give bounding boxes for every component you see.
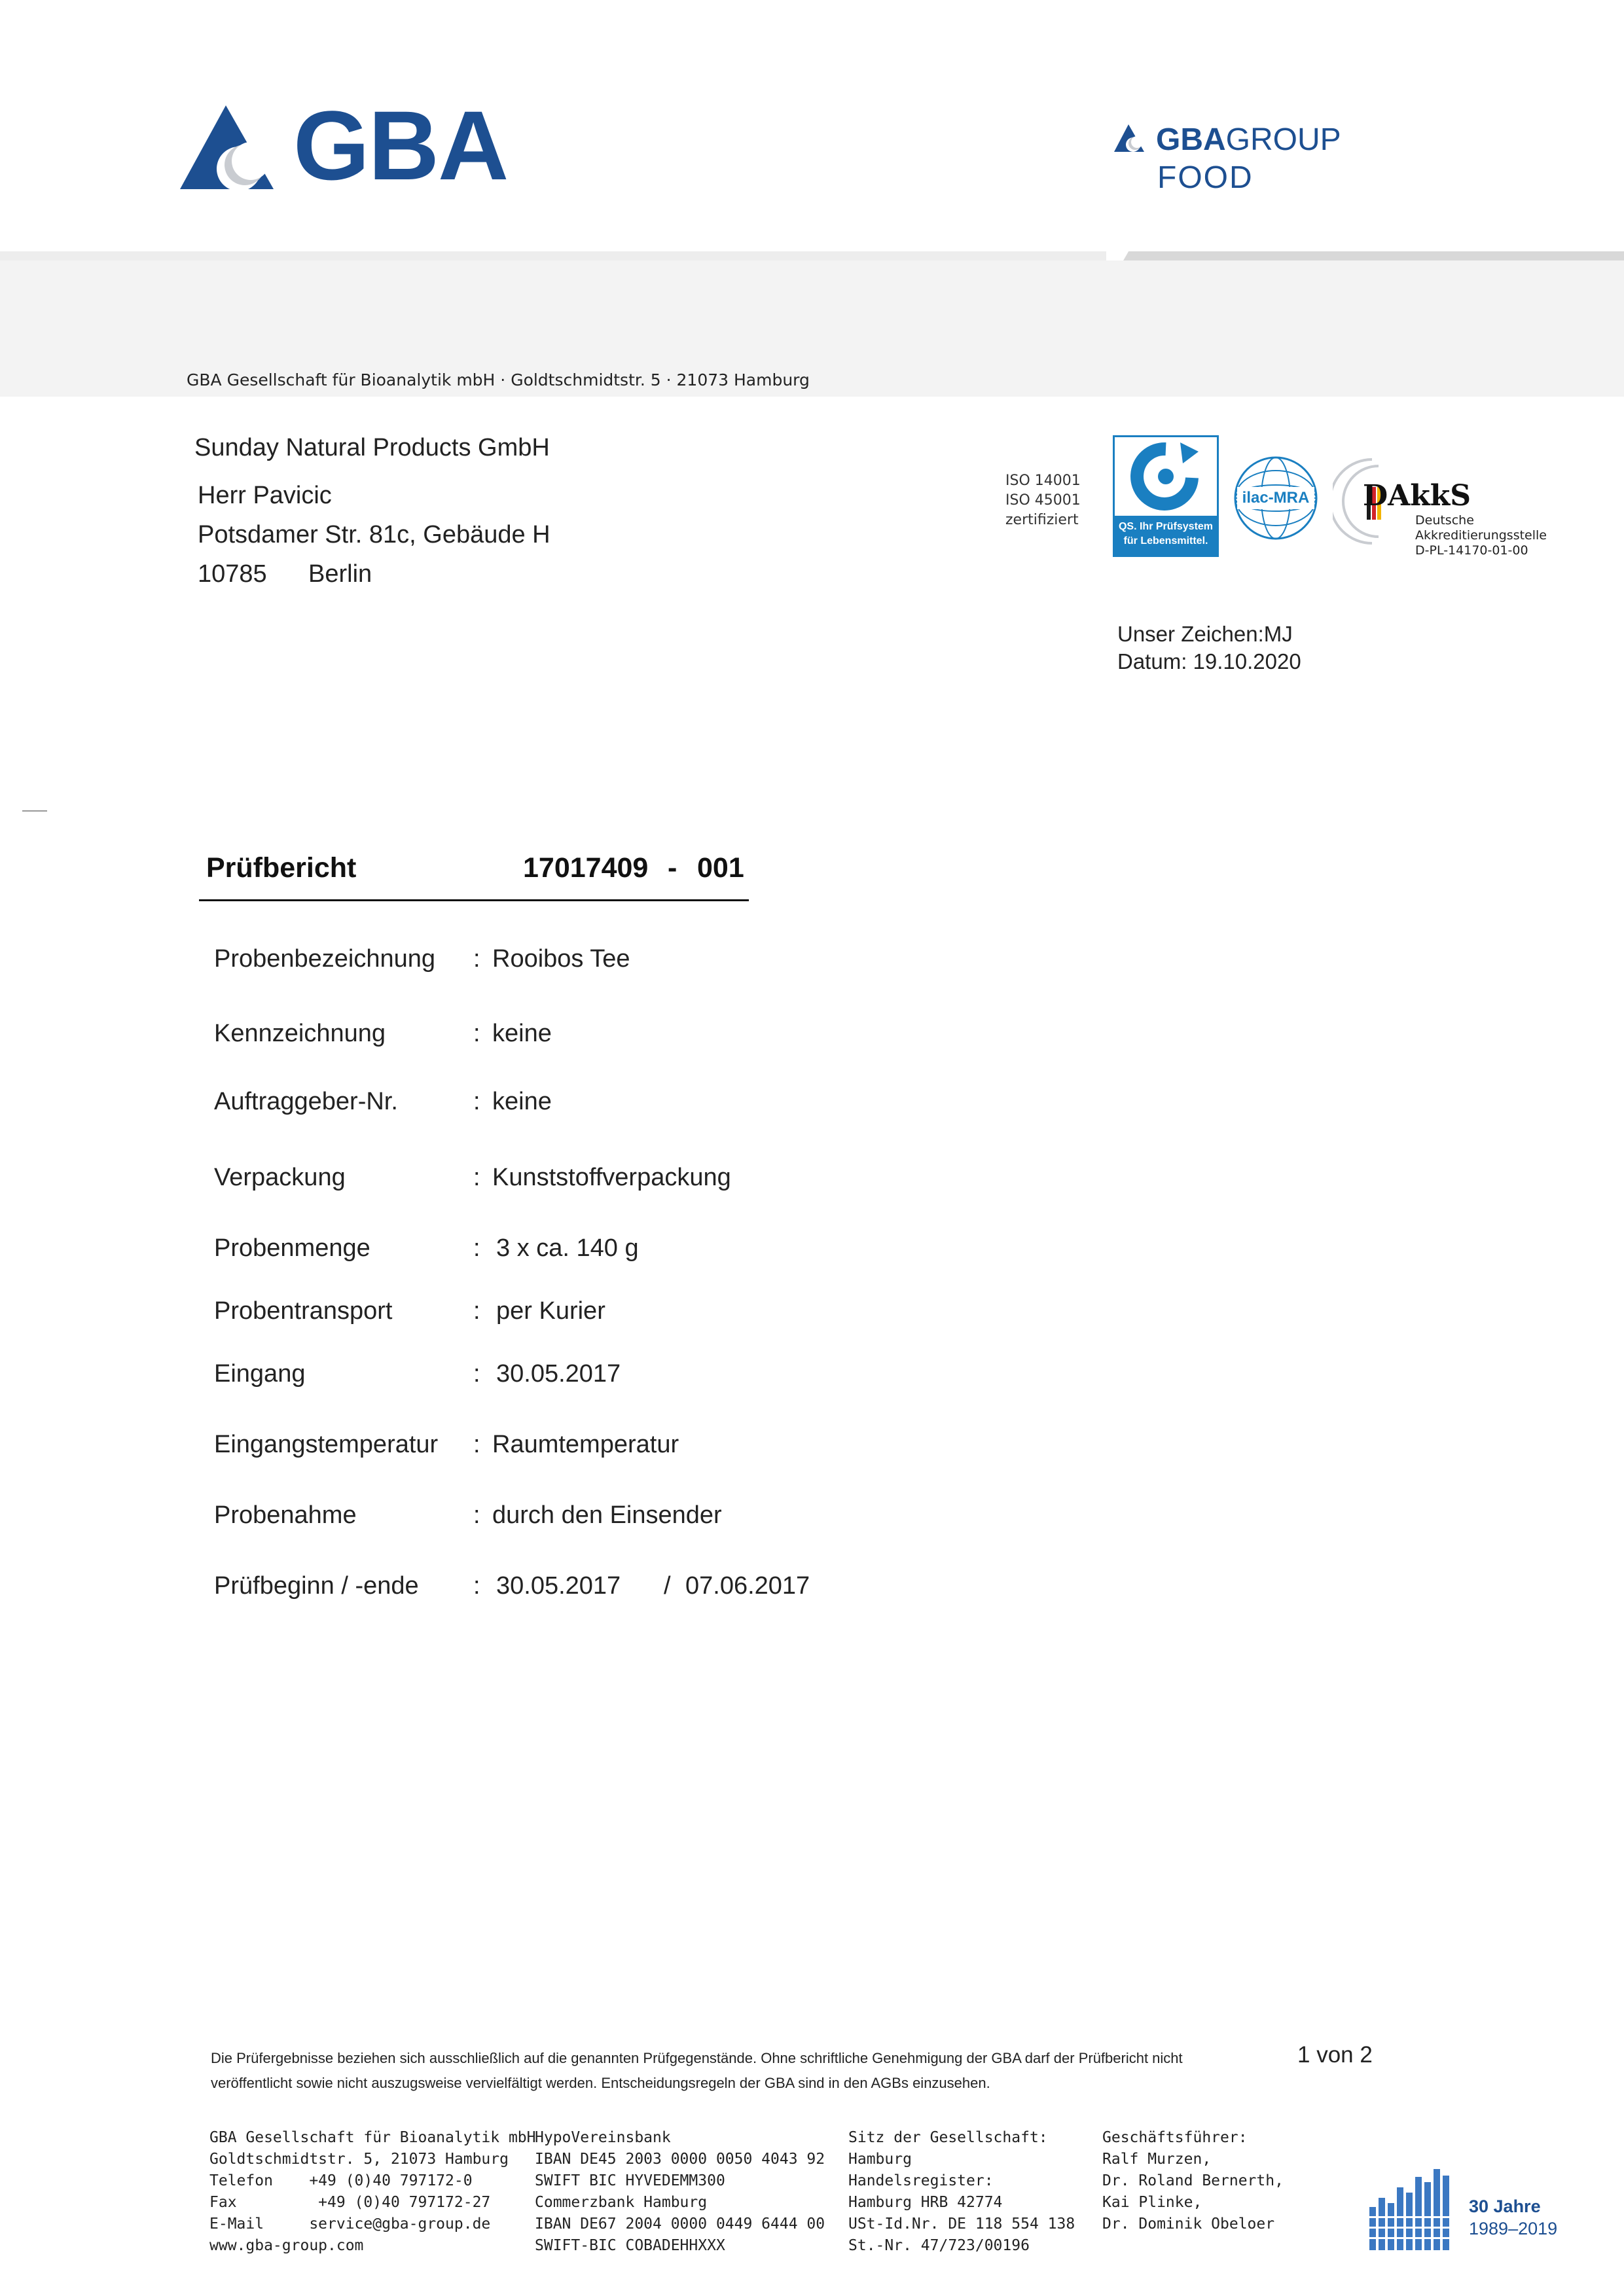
field-value: 30.05.2017 bbox=[496, 1360, 621, 1388]
field-colon: : bbox=[473, 1297, 480, 1325]
dakks-line: Deutsche bbox=[1415, 513, 1474, 528]
footer-line: www.gba-group.com bbox=[209, 2237, 364, 2254]
field-colon: : bbox=[473, 1360, 480, 1388]
footer-line: Handelsregister: bbox=[848, 2172, 994, 2189]
anniversary-buildings-icon bbox=[1368, 2164, 1466, 2255]
field-value: durch den Einsender bbox=[492, 1501, 722, 1529]
field-value: 3 x ca. 140 g bbox=[496, 1234, 639, 1262]
report-suffix: 001 bbox=[697, 852, 744, 884]
footer-line: St.-Nr. 47/723/00196 bbox=[848, 2237, 1030, 2254]
ilac-mra-seal bbox=[1233, 453, 1318, 543]
iso-line: zertifiziert bbox=[1005, 512, 1079, 528]
footer-line: IBAN DE45 2003 0000 0050 4043 92 bbox=[535, 2151, 825, 2168]
report-title-row bbox=[206, 852, 744, 884]
anniversary-title: 30 Jahre bbox=[1469, 2197, 1541, 2216]
footer-line: Hamburg HRB 42774 bbox=[848, 2194, 1003, 2211]
footer-line: IBAN DE67 2004 0000 0449 6444 00 bbox=[535, 2215, 825, 2233]
ilac-text: ilac-MRA bbox=[1237, 487, 1314, 509]
title-underline bbox=[199, 899, 749, 901]
reference-datum: Datum: 19.10.2020 bbox=[1117, 649, 1301, 673]
field-label: Eingang bbox=[214, 1360, 306, 1388]
footer-management bbox=[1102, 2127, 1284, 2235]
field-value-end: 07.06.2017 bbox=[685, 1572, 810, 1600]
gba-group-triangle-icon bbox=[1113, 122, 1146, 153]
footer-line: Sitz der Gesellschaft: bbox=[848, 2129, 1048, 2146]
recipient-street: Potsdamer Str. 81c, Gebäude H bbox=[198, 521, 550, 548]
field-colon: : bbox=[473, 1020, 480, 1047]
field-label: Prüfbeginn / -ende bbox=[214, 1572, 419, 1600]
reference-zeichen: Unser Zeichen:MJ bbox=[1117, 622, 1293, 646]
iso-certification bbox=[1005, 471, 1081, 530]
field-slash: / bbox=[664, 1572, 671, 1600]
recipient-zip: 10785 bbox=[198, 560, 267, 588]
field-colon: : bbox=[473, 1088, 480, 1115]
field-label: Probentransport bbox=[214, 1297, 393, 1325]
field-colon: : bbox=[473, 1501, 480, 1529]
dakks-seal bbox=[1333, 456, 1549, 560]
gba-group-food-logo bbox=[1113, 118, 1362, 196]
footer-line: HypoVereinsbank bbox=[535, 2129, 671, 2146]
footer-registry bbox=[848, 2127, 1075, 2257]
report-dash: - bbox=[668, 852, 677, 884]
footer-line: Ralf Murzen, bbox=[1102, 2151, 1212, 2168]
footer-line: Commerzbank Hamburg bbox=[535, 2194, 708, 2211]
footer-line: Dr. Roland Bernerth, bbox=[1102, 2172, 1284, 2189]
anniversary-years: 1989–2019 bbox=[1469, 2219, 1558, 2238]
fold-mark bbox=[22, 810, 47, 812]
footer-line: E-Mail service@gba-group.de bbox=[209, 2215, 491, 2233]
footer-line: Kai Plinke, bbox=[1102, 2194, 1202, 2211]
field-label: Verpackung bbox=[214, 1164, 346, 1191]
footer-line: GBA Gesellschaft für Bioanalytik mbH bbox=[209, 2129, 536, 2146]
sender-line: GBA Gesellschaft für Bioanalytik mbH · Goldtschmidtstr. 5 · 21073 Hamburg bbox=[187, 370, 810, 389]
field-value: Raumtemperatur bbox=[492, 1431, 679, 1458]
qs-text: für Lebensmittel. bbox=[1123, 535, 1208, 547]
field-label: Kennzeichnung bbox=[214, 1020, 386, 1047]
group-logo-group: GROUP bbox=[1225, 122, 1341, 157]
iso-line: ISO 45001 bbox=[1005, 492, 1081, 509]
field-label: Probenmenge bbox=[214, 1234, 370, 1262]
footer-line: Goldtschmidtstr. 5, 21073 Hamburg bbox=[209, 2151, 509, 2168]
footer-line: Fax +49 (0)40 797172-27 bbox=[209, 2194, 491, 2211]
group-logo-division: FOOD bbox=[1157, 160, 1254, 195]
disclaimer-line: veröffentlicht sowie nicht auszugsweise vervielfältigt werden. Entscheidungsregeln der GBA sind in den AGBs einzusehen. bbox=[211, 2075, 990, 2091]
footer-line: SWIFT BIC HYVEDEMM300 bbox=[535, 2172, 725, 2189]
anniversary-badge bbox=[1368, 2164, 1584, 2255]
field-colon: : bbox=[473, 945, 480, 973]
field-label: Auftraggeber-Nr. bbox=[214, 1088, 398, 1115]
field-colon: : bbox=[473, 1234, 480, 1262]
gba-logo-text: GBA bbox=[293, 90, 508, 200]
field-value: per Kurier bbox=[496, 1297, 605, 1325]
qs-seal bbox=[1113, 435, 1219, 557]
dakks-line: D-PL-14170-01-00 bbox=[1415, 543, 1528, 558]
field-value: Kunststoffverpackung bbox=[492, 1164, 731, 1191]
footer-line: Hamburg bbox=[848, 2151, 912, 2168]
footer-line: SWIFT-BIC COBADEHHXXX bbox=[535, 2237, 725, 2254]
dakks-title: DAkkS bbox=[1363, 479, 1471, 512]
report-number: 17017409 bbox=[523, 852, 649, 884]
footer-line: Geschäftsführer: bbox=[1102, 2129, 1248, 2146]
qs-arrow-icon bbox=[1115, 437, 1217, 516]
field-label: Probenbezeichnung bbox=[214, 945, 436, 973]
disclaimer-line: Die Prüfergebnisse beziehen sich ausschließlich auf die genannten Prüfgegenstände. Ohne schriftliche Genehmigung der GBA darf der Prüfbericht nicht bbox=[211, 2050, 1183, 2066]
field-value: keine bbox=[492, 1088, 552, 1115]
field-value: keine bbox=[492, 1020, 552, 1047]
qs-text: QS. Ihr Prüfsystem bbox=[1118, 521, 1214, 532]
dakks-line: Akkreditierungsstelle bbox=[1415, 528, 1547, 543]
field-label: Probenahme bbox=[214, 1501, 357, 1529]
footer-line: Dr. Dominik Obeloer bbox=[1102, 2215, 1275, 2233]
footer-company bbox=[209, 2127, 536, 2257]
group-logo-brand: GBA bbox=[1156, 122, 1226, 157]
recipient-person: Herr Pavicic bbox=[198, 482, 332, 509]
footer-line: Telefon +49 (0)40 797172-0 bbox=[209, 2172, 473, 2189]
gba-logo bbox=[177, 90, 508, 200]
recipient-city: Berlin bbox=[308, 560, 372, 588]
report-title: Prüfbericht bbox=[206, 852, 357, 884]
footer-bank bbox=[535, 2127, 825, 2257]
field-colon: : bbox=[473, 1164, 480, 1191]
field-label: Eingangstemperatur bbox=[214, 1431, 439, 1458]
field-colon: : bbox=[473, 1572, 480, 1600]
field-value: 30.05.2017 bbox=[496, 1572, 621, 1600]
footer-line: USt-Id.Nr. DE 118 554 138 bbox=[848, 2215, 1075, 2233]
page-number: 1 von 2 bbox=[1297, 2042, 1373, 2068]
recipient-company: Sunday Natural Products GmbH bbox=[194, 434, 550, 461]
field-value: Rooibos Tee bbox=[492, 945, 630, 973]
iso-line: ISO 14001 bbox=[1005, 473, 1081, 489]
field-colon: : bbox=[473, 1431, 480, 1458]
